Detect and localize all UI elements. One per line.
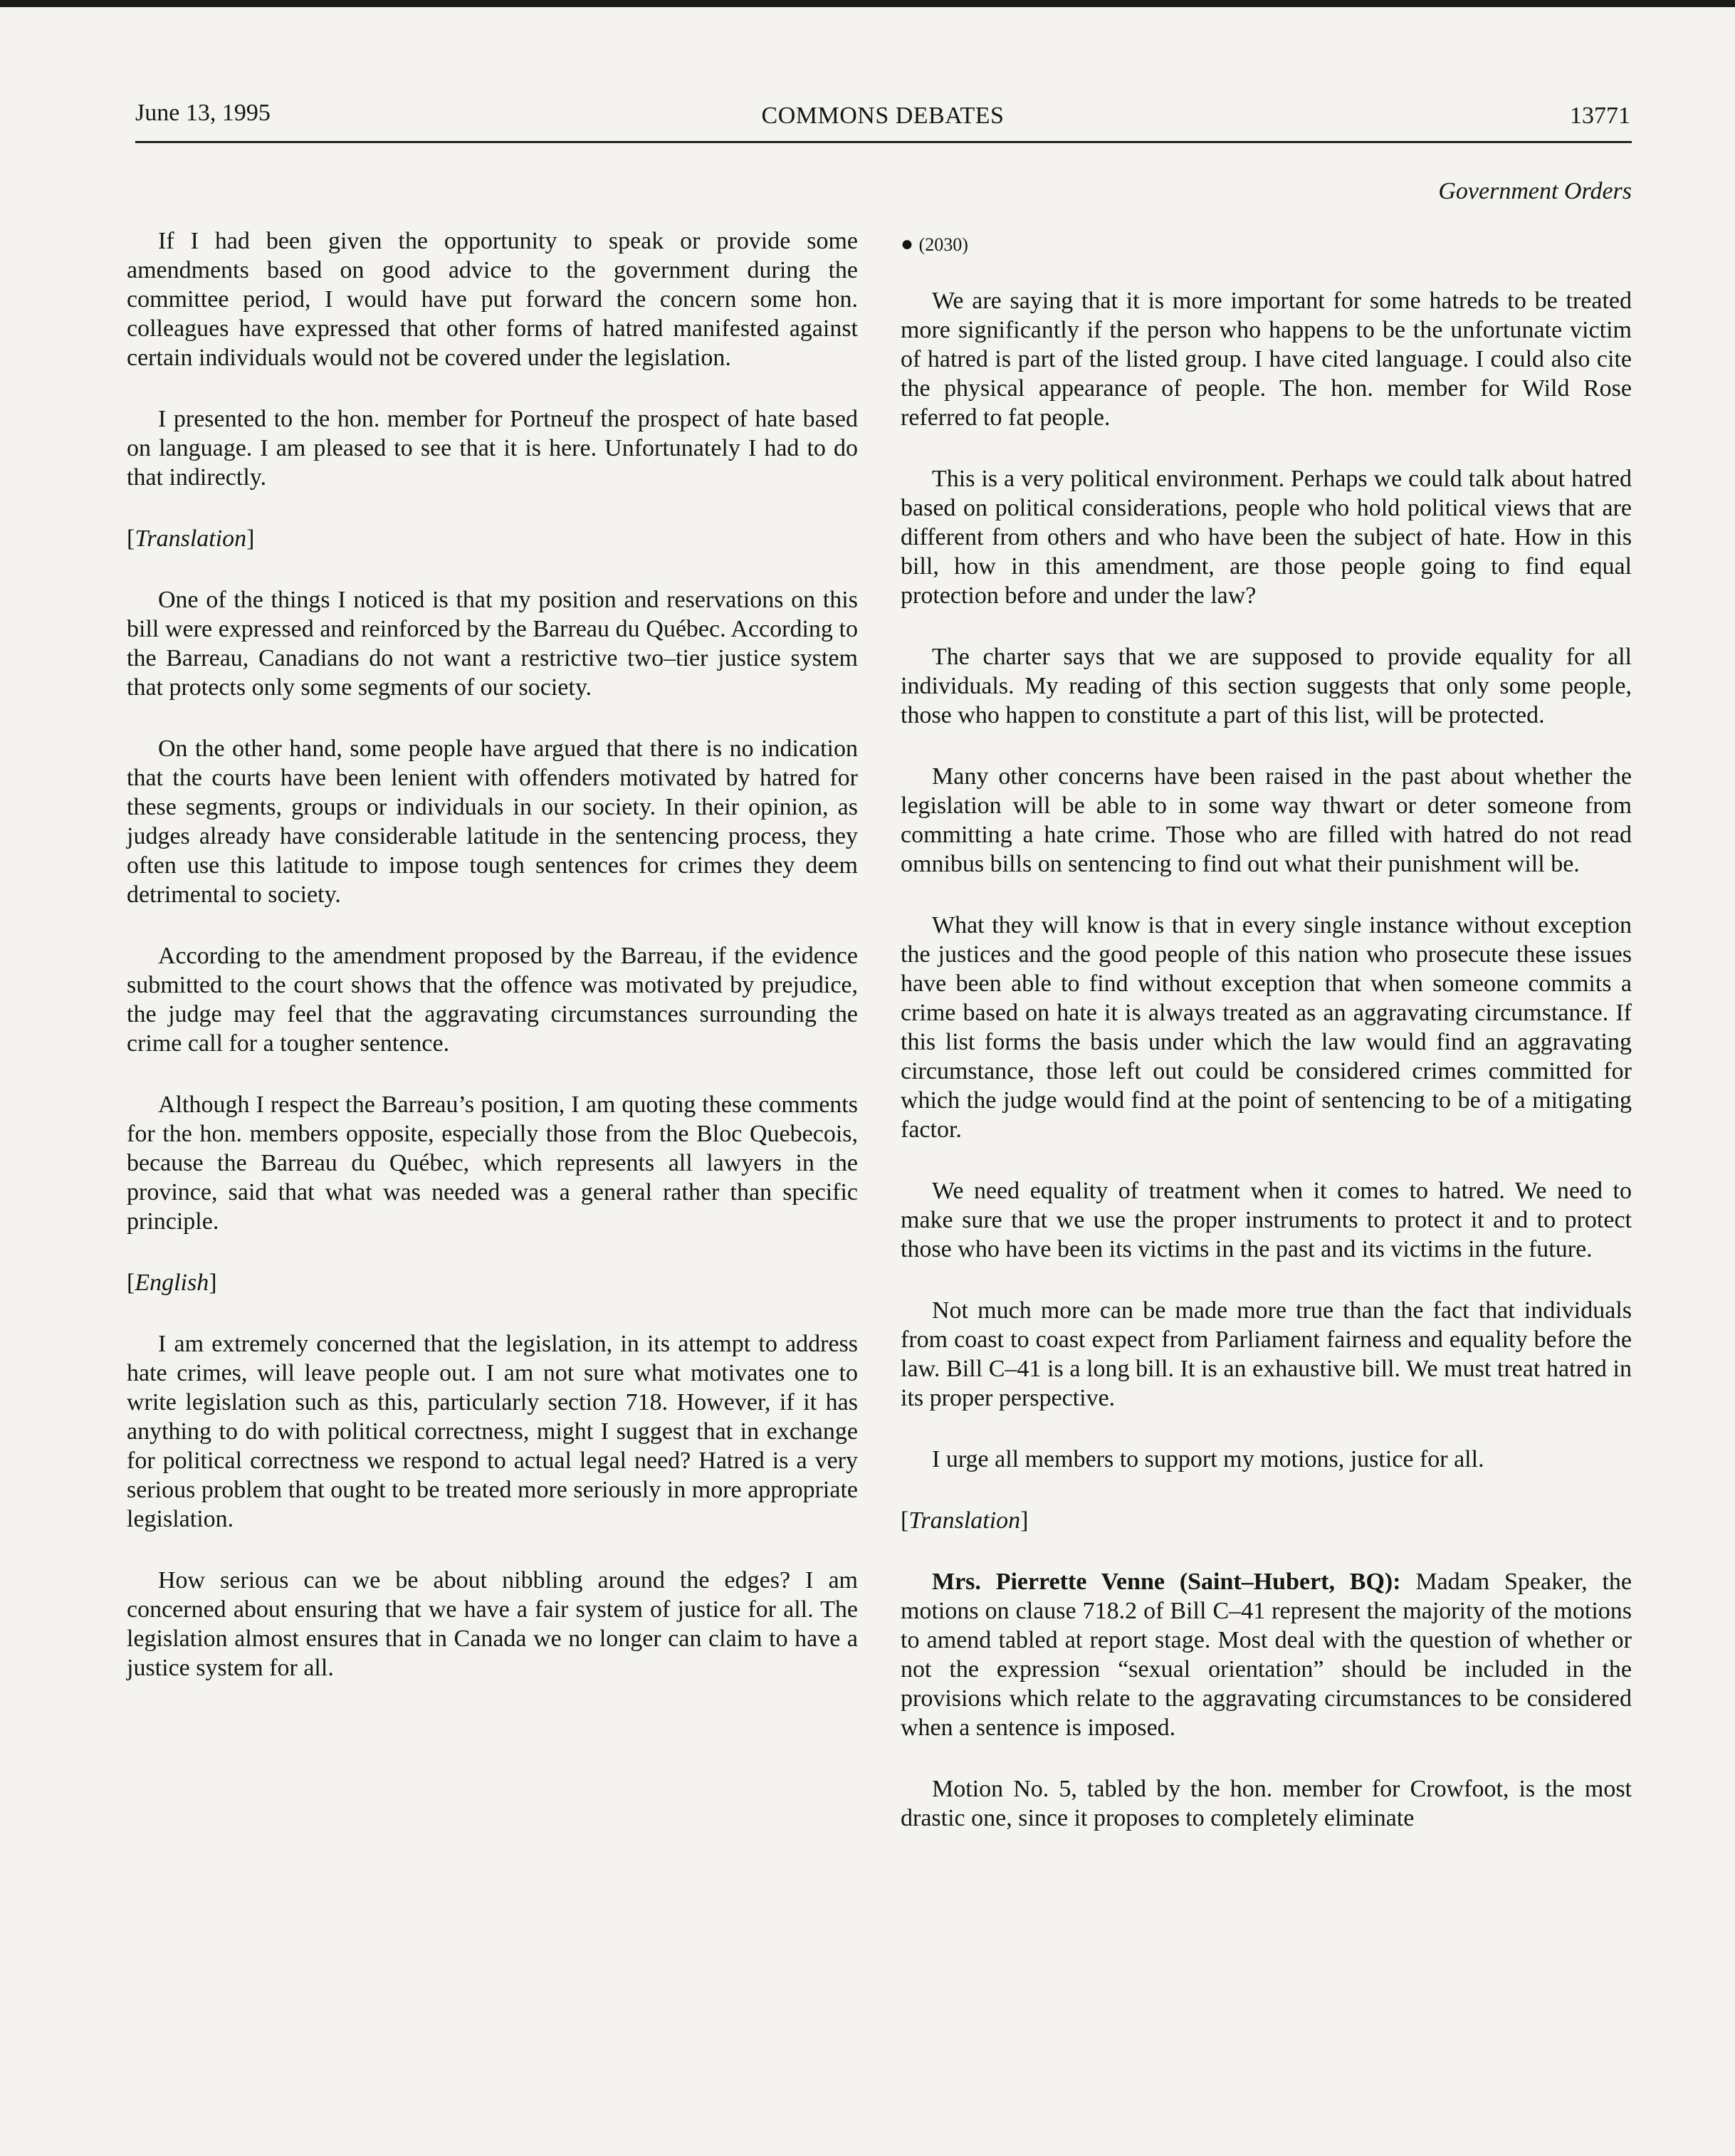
language-label: [English] [127,1270,217,1296]
body-paragraph: I am extremely concerned that the legislation, in its attempt to address hate crimes, will leave people out. I am not sure what motivates one to write legislation such as this, particularly section 718. However, if it has anything to do with political correctness, might I suggest that in exchange for political correctness we respond to actual legal need? Hatred is a very serious problem that ought to be treated more seriously in more appropriate legislation. [127,1331,858,1532]
body-paragraph: I presented to the hon. member for Portneuf the prospect of hate based on language. I am pleased to see that it is here. Unfortunately I had to do that indirectly. [127,406,858,491]
body-paragraph: How serious can we be about nibbling around the edges? I am concerned about ensuring that we have a fair system of justice for all. The legislation almost ensures that in Canada we no longer can claim to have a justice system for all. [127,1567,858,1681]
body-paragraph: Although I respect the Barreau’s position, I am quoting these comments for the hon. members opposite, especially those from the Bloc Quebecois, because the Barreau du Québec, which represents all lawyers in the province, said that what was needed was a general rather than specific principle. [127,1092,858,1235]
language-label: [Translation] [127,525,255,552]
time-marker-text: (2030) [918,234,968,255]
language-label-text: English [135,1270,209,1296]
body-paragraph: If I had been given the opportunity to speak or provide some amendments based on good advice to the government during the committee period, I would have put forward the concern some hon. colleagues have expressed that other forms of hatred manifested against certain individuals would not be covered under the legislation. [127,228,858,371]
body-paragraph: We need equality of treatment when it comes to hatred. We need to make sure that we use the proper instruments to protect it and to protect those who have been its victims in the past and its victims in the future. [901,1178,1632,1262]
body-paragraph: I urge all members to support my motions, justice for all. [932,1446,1484,1472]
speaker-paragraph [901,1567,1632,1742]
time-marker [901,229,1632,259]
body-paragraph: According to the amendment proposed by the Barreau, if the evidence submitted to the court shows that the offence was motivated by prejudice, the judge may feel that the aggravating circumstances surrounding the crime call for a tougher sentence. [127,943,858,1057]
language-label: [Translation] [901,1507,1029,1534]
speaker-name: Mrs. Pierrette Venne (Saint–Hubert, BQ): [932,1569,1401,1595]
body-paragraph: What they will know is that in every single instance without exception the justices and the good people of this nation who prosecute these issues have been able to find without exception that when someone commits a crime based on hate it is always treated as an aggravating circumstance. If this list forms the basis under which the law would find an aggravating circumstance, those left out could be considered crimes committed for which the judge would find at the point of sentencing to be of a mitigating factor. [901,912,1632,1143]
top-edge-rule [0,0,1735,7]
bullet-icon: ● [901,232,919,256]
header-date: June 13, 1995 [135,100,271,126]
page-header [135,100,1630,142]
header-rule [135,141,1632,143]
body-paragraph: Motion No. 5, tabled by the hon. member for Crowfoot, is the most drastic one, since it proposes to completely eliminate [901,1776,1632,1831]
language-label-text: Translation [135,525,247,552]
left-column [127,214,858,1715]
journal-title: COMMONS DEBATES [761,103,1005,129]
body-paragraph: One of the things I noticed is that my position and reservations on this bill were expressed and reinforced by the Barreau du Québec. According to the Barreau, Canadians do not want a restrictive two–tier justice system that protects only some segments of our society. [127,587,858,701]
body-paragraph: Not much more can be made more true than the fact that individuals from coast to coast expect from Parliament fairness and equality before the law. Bill C–41 is a long bill. It is an exhaustive bill. We must treat hatred in its proper perspective. [901,1297,1632,1411]
body-paragraph: We are saying that it is more important for some hatreds to be treated more significantly if the person who happens to be the unfortunate victim of hatred is part of the listed group. I have cited language. I could also cite the physical appearance of people. The hon. member for Wild Rose referred to fat people. [901,288,1632,431]
body-paragraph: The charter says that we are supposed to provide equality for all individuals. My reading of this section suggests that only some people, those who happen to constitute a part of this list, will be protected. [901,644,1632,728]
speaker-text: Madam Speaker, the motions on clause 718.2 of Bill C–41 represent the majority of the motions to amend tabled at report stage. Most deal with the question of whether or not the expression “sexual orientation” should be included in the provisions which relate to the aggravating circumstances to be considered when a sentence is imposed. [901,1569,1632,1741]
section-title: Government Orders [1438,178,1632,204]
body-paragraph: Many other concerns have been raised in the past about whether the legislation will be able to in some way thwart or deter someone from committing a hate crime. Those who are filled with hatred do not read omnibus bills on sentencing to find out what their punishment will be. [901,763,1632,877]
body-paragraph: This is a very political environment. Perhaps we could talk about hatred based on political considerations, people who hold political views that are different from others and who have been the subject of hate. How in this bill, how in this amendment, are those people going to find equal protection before and under the law? [901,466,1632,609]
body-paragraph: On the other hand, some people have argued that there is no indication that the courts have been lenient with offenders motivated by hatred for these segments, groups or individuals in our society. In their opinion, as judges already have considerable latitude in the sentencing process, they often use this latitude to impose tough sentences for crimes they deem detrimental to society. [127,736,858,908]
page-number: 13771 [1570,103,1630,129]
right-column [901,214,1632,1865]
language-label-text: Translation [908,1507,1021,1534]
